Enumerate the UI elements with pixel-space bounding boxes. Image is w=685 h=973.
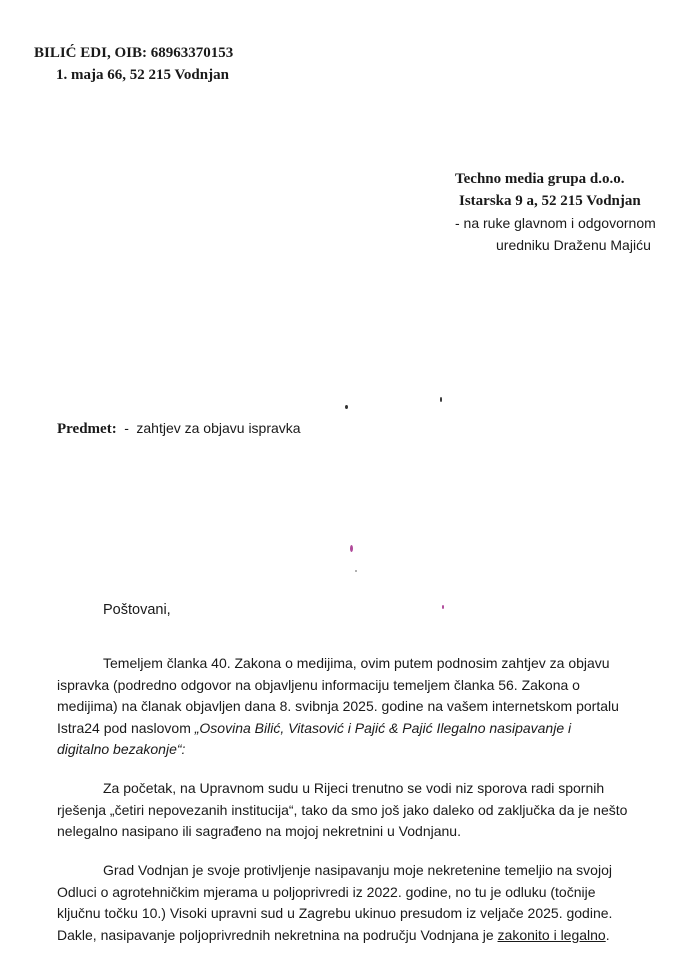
sender-name-oib: BILIĆ EDI, OIB: 68963370153 bbox=[34, 45, 234, 61]
paragraph-1-line: ispravka (podredno odgovor na objavljenu informaciju temeljem članka 56. Zakona o bbox=[57, 676, 580, 693]
recipient-attention-line2: uredniku Draženu Majiću bbox=[496, 237, 651, 253]
salutation: Poštovani, bbox=[103, 602, 171, 618]
scan-speck bbox=[355, 570, 357, 572]
portal-name-text: Istra24 pod naslovom bbox=[57, 719, 195, 736]
paragraph-2-line: nelegalno nasipano ili sagrađeno na mojoj nekretnini u Vodnjanu. bbox=[57, 823, 461, 839]
scan-speck bbox=[440, 397, 442, 402]
recipient-name: Techno media grupa d.o.o. bbox=[455, 171, 625, 187]
paragraph-3 bbox=[57, 860, 665, 946]
subject-dash: - bbox=[124, 420, 129, 436]
paragraph-3-line: ključnu točku 10.) Visoki upravni sud u Zagrebu ukinuo presudom iz veljače 2025. godine. bbox=[57, 905, 613, 921]
paragraph-2-line: Za početak, na Upravnom sudu u Rijeci trenutno se vodi niz sporova radi spornih bbox=[103, 780, 605, 796]
article-title: „Osovina Bilić, Vitasović i Pajić & Pajić Ilegalno nasipavanje i bbox=[194, 719, 572, 736]
recipient-block bbox=[455, 168, 656, 256]
article-title-continued: digitalno bezakonje“: bbox=[57, 741, 186, 757]
subject-text: zahtjev za objavu ispravka bbox=[136, 420, 301, 436]
recipient-attention-line1: - na ruke glavnom i odgovornom bbox=[455, 215, 656, 231]
sender-address: 1. maja 66, 52 215 Vodnjan bbox=[56, 67, 229, 83]
paragraph-3-line: Odluci o agrotehničkim mjerama u poljoprivredi iz 2022. godine, no tu je odluku (točnije bbox=[57, 883, 596, 900]
subject-label: Predmet: bbox=[57, 421, 117, 437]
paragraph-3-line: Grad Vodnjan je svoje protivljenje nasipavanju moje nekretenine temeljio na svojoj bbox=[103, 862, 612, 878]
scan-speck bbox=[350, 545, 353, 552]
paragraph-2 bbox=[57, 778, 665, 843]
paragraph-1-line: Temeljem članka 40. Zakona o medijima, ovim putem podnosim zahtjev za objavu bbox=[103, 655, 610, 671]
scan-speck bbox=[345, 405, 348, 409]
emphasis-underlined: zakonito i legalno bbox=[497, 926, 606, 943]
paragraph-1 bbox=[57, 653, 665, 761]
scan-speck bbox=[442, 605, 444, 609]
paragraph-2-line: rješenja „četiri nepovezanih institucija“, tako da smo još jako daleko od zaključka da je nešto bbox=[57, 801, 628, 818]
subject-line bbox=[57, 420, 301, 438]
paragraph-3-end: . bbox=[605, 926, 610, 943]
recipient-address: Istarska 9 a, 52 215 Vodnjan bbox=[459, 193, 641, 209]
sender-block bbox=[34, 42, 233, 86]
paragraph-1-line bbox=[57, 718, 665, 740]
paragraph-3-line bbox=[57, 925, 665, 947]
paragraph-3-text: Dakle, nasipavanje poljoprivrednih nekretnina na području Vodnjana je bbox=[57, 926, 498, 943]
paragraph-1-line: medijima) na članak objavljen dana 8. svibnja 2025. godine na vašem internetskom portalu bbox=[57, 698, 619, 714]
